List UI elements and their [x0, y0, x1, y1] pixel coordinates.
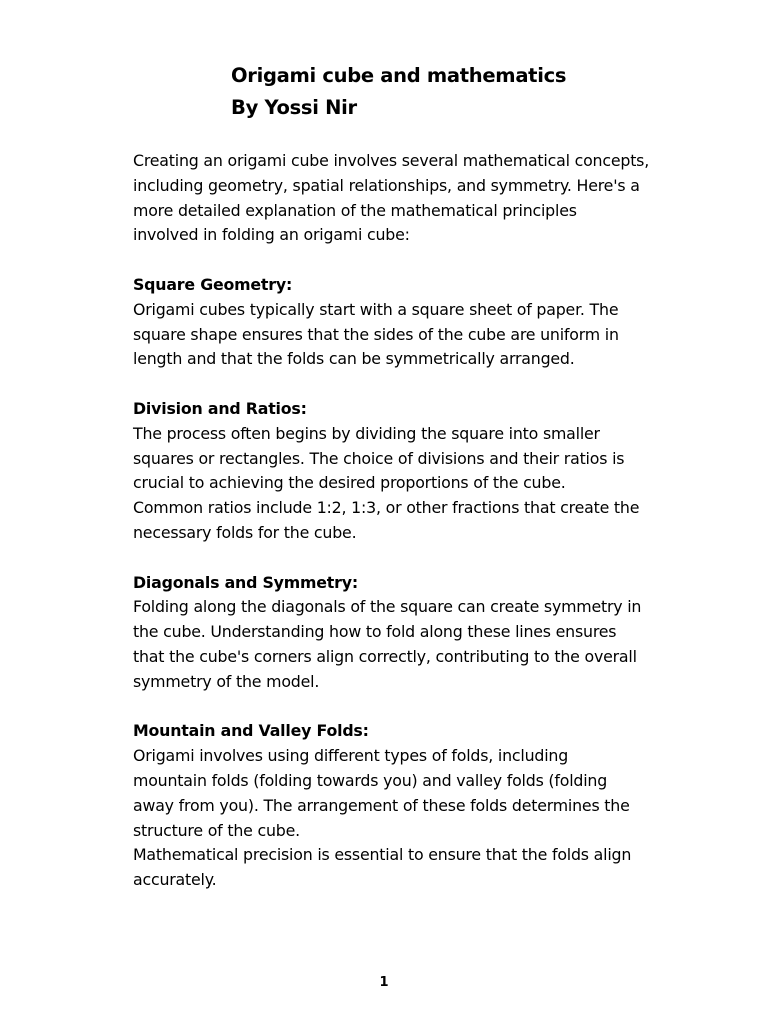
section-heading: Mountain and Valley Folds:: [133, 721, 369, 741]
section-line: Mathematical precision is essential to ensure that the folds align: [133, 845, 632, 865]
section-line: crucial to achieving the desired proportions of the cube.: [133, 473, 566, 493]
section-line: length and that the folds can be symmetrically arranged.: [133, 349, 575, 369]
section-line: The process often begins by dividing the square into smaller: [133, 423, 600, 443]
intro-line: including geometry, spatial relationships, and symmetry. Here's a: [133, 175, 640, 195]
section-square-geometry: [133, 273, 693, 372]
section-line: Origami involves using different types of folds, including: [133, 746, 569, 766]
section-line: that the cube's corners align correctly, contributing to the overall: [133, 646, 637, 666]
section-division-ratios: [133, 397, 693, 546]
section-mountain-valley-folds: [133, 719, 693, 893]
intro-line: involved in folding an origami cube:: [133, 225, 410, 245]
document-body: [133, 149, 693, 893]
section-line: symmetry of the model.: [133, 671, 320, 691]
section-line: structure of the cube.: [133, 820, 300, 840]
section-line: square shape ensures that the sides of the cube are uniform in: [133, 324, 619, 344]
document-author: By Yossi Nir: [231, 96, 357, 119]
section-line: the cube. Understanding how to fold along these lines ensures: [133, 622, 617, 642]
section-heading: Diagonals and Symmetry:: [133, 572, 358, 592]
section-heading: Division and Ratios:: [133, 398, 307, 418]
section-line: Folding along the diagonals of the square can create symmetry in: [133, 597, 642, 617]
section-line: away from you). The arrangement of these folds determines the: [133, 795, 630, 815]
intro-paragraph: [133, 149, 693, 248]
section-line: mountain folds (folding towards you) and valley folds (folding: [133, 770, 608, 790]
title-block: [231, 60, 566, 124]
section-line: Common ratios include 1:2, 1:3, or other fractions that create the: [133, 498, 640, 518]
section-diagonals-symmetry: [133, 571, 693, 695]
section-heading: Square Geometry:: [133, 274, 293, 294]
section-line: necessary folds for the cube.: [133, 522, 357, 542]
section-line: squares or rectangles. The choice of divisions and their ratios is: [133, 448, 625, 468]
page-number: 1: [379, 975, 389, 990]
section-line: Origami cubes typically start with a square sheet of paper. The: [133, 299, 619, 319]
document-title: Origami cube and mathematics: [231, 64, 567, 87]
section-line: accurately.: [133, 870, 217, 890]
intro-line: more detailed explanation of the mathematical principles: [133, 200, 577, 220]
intro-line: Creating an origami cube involves several mathematical concepts,: [133, 151, 650, 170]
